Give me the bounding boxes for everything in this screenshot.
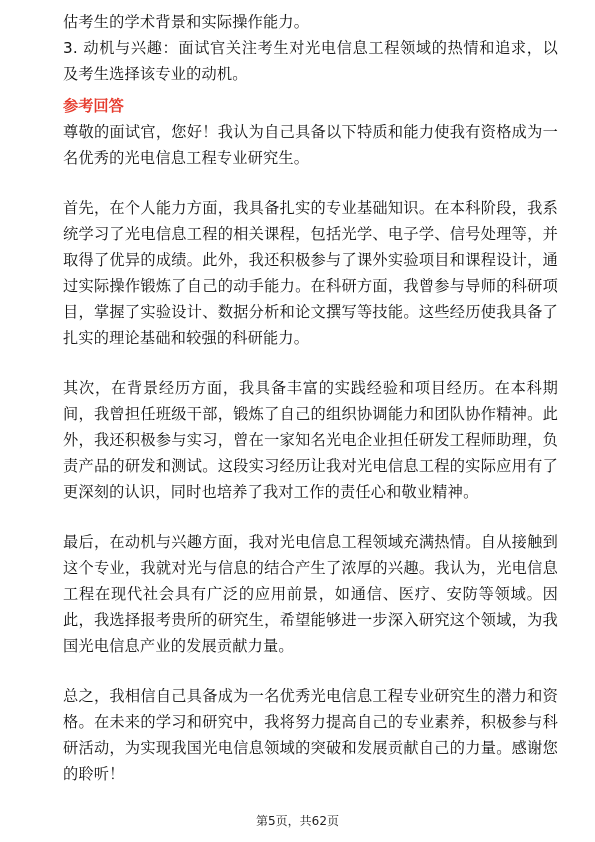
spacer [63,171,558,195]
spacer [63,505,558,529]
answer-paragraph-motivation: 最后，在动机与兴趣方面，我对光电信息工程领域充满热情。自从接触到这个专业，我就对光与信息的结合产生了浓厚的兴趣。我认为，光电信息工程在现代社会具有广泛的应用前景，如通信、医疗、安防等领域。因此，我选择报考贵所的研究生，希望能够进一步深入研究这个领域，为我国光电信息产业的发展贡献力量。 [63,533,558,655]
spacer [63,659,558,683]
intro-point-motivation: 3. 动机与兴趣：面试官关注考生对光电信息工程领域的热情和追求，以及考生选择该专业的动机。 [63,39,558,83]
document-body [63,9,558,787]
answer-paragraph-background: 其次，在背景经历方面，我具备丰富的实践经验和项目经历。在本科期间，我曾担任班级干部，锻炼了自己的组织协调能力和团队协作精神。此外，我还积极参与实习，曾在一家知名光电企业担任研发工程师助理，负责产品的研发和测试。这段实习经历让我对光电信息工程的实际应用有了更深刻的认识，同时也培养了我对工作的责任心和敬业精神。 [63,379,558,501]
answer-paragraph-conclusion: 总之，我相信自己具备成为一名优秀光电信息工程专业研究生的潜力和资格。在未来的学习和研究中，我将努力提高自己的专业素养，积极参与科研活动，为实现我国光电信息领域的突破和发展贡献自己的力量。感谢您的聆听！ [63,687,558,783]
spacer [63,351,558,375]
answer-paragraph-greeting: 尊敬的面试官，您好！我认为自己具备以下特质和能力使我有资格成为一名优秀的光电信息工程专业研究生。 [63,123,558,167]
intro-line-continued: 估考生的学术背景和实际操作能力。 [63,13,310,31]
answer-paragraph-ability: 首先，在个人能力方面，我具备扎实的专业基础知识。在本科阶段，我系统学习了光电信息工程的相关课程，包括光学、电子学、信号处理等，并取得了优异的成绩。此外，我还积极参与了课外实验项目和课程设计，通过实际操作锻炼了自己的动手能力。在科研方面，我曾参与导师的科研项目，掌握了实验设计、数据分析和论文撰写等技能。这些经历使我具备了扎实的理论基础和较强的科研能力。 [63,199,558,347]
page-number: 第5页，共62页 [256,814,339,828]
answer-heading: 参考回答 [63,97,124,115]
